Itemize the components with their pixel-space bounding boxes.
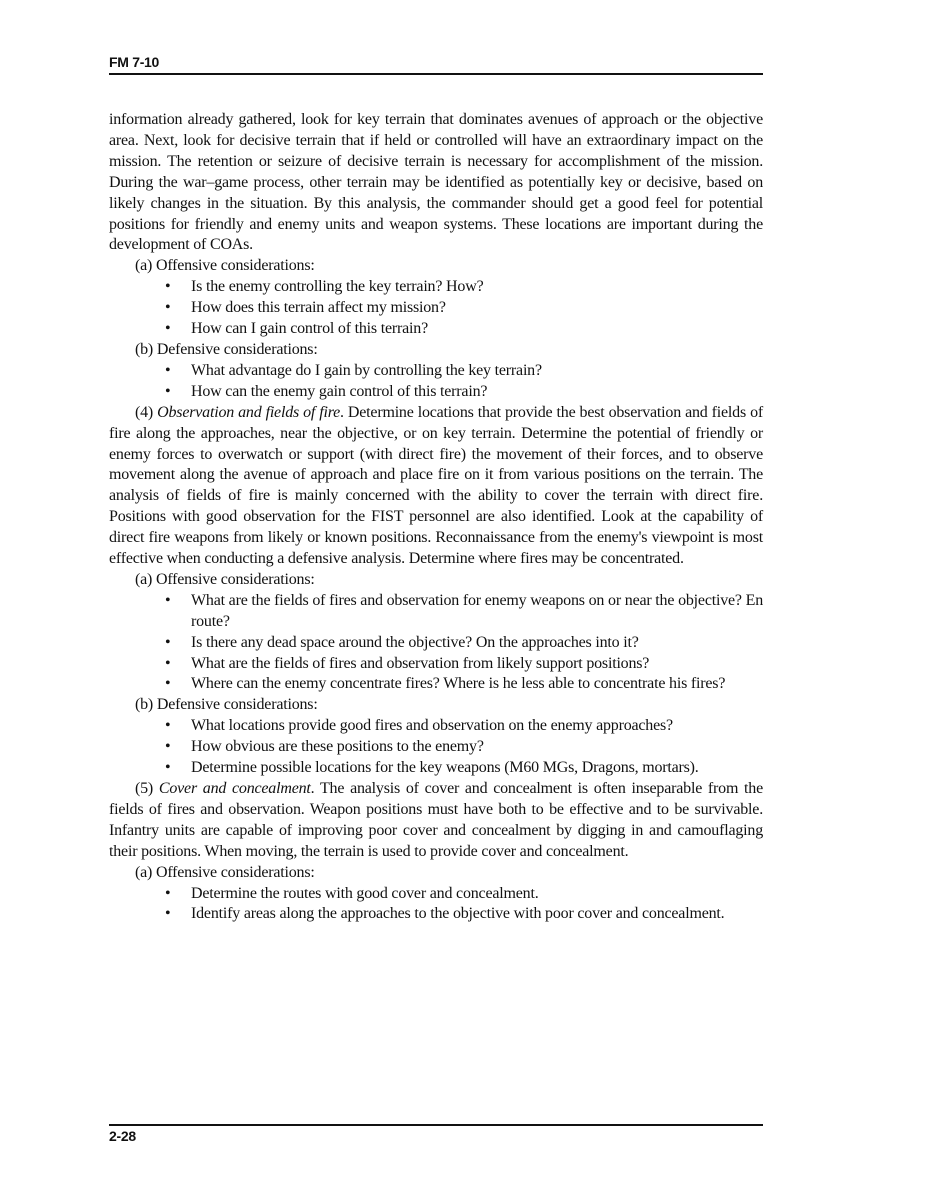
- observation-offensive-label: (a) Offensive considerations:: [135, 570, 315, 588]
- list-item: • How does this terrain affect my mission?: [191, 298, 763, 319]
- key-terrain-defensive-label: (b) Defensive considerations:: [135, 340, 318, 358]
- section-number: (5): [135, 780, 154, 797]
- list-item: • How can the enemy gain control of this terrain?: [191, 382, 763, 403]
- list-item: • What are the fields of fires and observation from likely support positions?: [191, 654, 763, 675]
- list-item: • Is there any dead space around the objective? On the approaches into it?: [191, 633, 763, 654]
- list-item: • Determine the routes with good cover and concealment.: [191, 884, 763, 905]
- cover-offensive-list: [109, 884, 763, 926]
- bullet-icon: •: [165, 299, 171, 317]
- key-terrain-offensive-list: [109, 277, 763, 340]
- running-footer: [109, 1124, 763, 1144]
- list-item: • What are the fields of fires and observation for enemy weapons on or near the objective? En route?: [165, 591, 763, 630]
- bullet-icon: •: [165, 738, 171, 756]
- section-title: Cover and concealment: [158, 780, 311, 797]
- document-id: FM 7-10: [109, 54, 160, 70]
- bullet-icon: •: [165, 759, 171, 777]
- observation-paragraph: (4) Observation and fields of fire. Determine locations that provide the best observation and fields of fire along the approaches, near the objective, or on key terrain. Determine the potential of friendly or enemy forces to overwatch or support (with direct fire) the movement of their forces, and to observe movement along the avenue of approach and place fire on it from various positions on the terrain. The analysis of fields of fire is mainly concerned with the ability to cover the terrain with direct fire. Positions with good observation for the FIST personnel are also identified. Look at the capability of direct fire weapons from likely or known positions. Reconnaissance from the enemy's viewpoint is most effective when conducting a defensive analysis. Determine where fires may be concentrated.: [109, 403, 763, 568]
- page-body: [109, 110, 763, 925]
- observation-defensive-list: [109, 716, 763, 779]
- list-item: • What advantage do I gain by controlling the key terrain?: [191, 361, 763, 382]
- observation-defensive-label: (b) Defensive considerations:: [135, 696, 318, 714]
- list-item: • Where can the enemy concentrate fires? Where is he less able to concentrate his fires?: [191, 674, 763, 695]
- list-item: • What locations provide good fires and observation on the enemy approaches?: [191, 716, 763, 737]
- bullet-icon: •: [165, 717, 171, 735]
- key-terrain-offensive-label: (a) Offensive considerations:: [135, 257, 315, 275]
- intro-paragraph: information already gathered, look for key terrain that dominates avenues of approach or the objective area. Next, look for decisive terrain that if held or controlled will have an extraordinary impact on the mission. The retention or seizure of decisive terrain is necessary for accomplishment of the mission. During the war–game process, other terrain may be identified as potentially key or decisive, based on likely changes in the situation. By this analysis, the commander should get a good feel for potential positions for friendly and enemy units and weapon systems. These locations are important during the development of COAs.: [109, 111, 763, 254]
- bullet-icon: •: [165, 320, 171, 338]
- page-number: 2-28: [109, 1128, 136, 1144]
- section-title: Observation and fields of fire: [157, 403, 341, 421]
- bullet-icon: •: [165, 633, 171, 651]
- cover-offensive-label: (a) Offensive considerations:: [135, 863, 315, 881]
- bullet-icon: •: [165, 591, 171, 609]
- key-terrain-defensive-list: [109, 361, 763, 403]
- list-item: • How can I gain control of this terrain?: [191, 319, 763, 340]
- bullet-icon: •: [165, 675, 171, 693]
- running-header: [109, 54, 763, 75]
- cover-paragraph: (5) Cover and concealment. The analysis of cover and concealment is often inseparable from the fields of fires and observation. Weapon positions must have both to be effective and to be survivable. Infantry units are capable of improving poor cover and concealment by digging in and camouflaging their positions. When moving, the terrain is used to provide cover and concealment.: [109, 780, 763, 860]
- bullet-icon: •: [165, 905, 171, 923]
- bullet-icon: •: [165, 884, 171, 902]
- list-item: • Identify areas along the approaches to the objective with poor cover and concealment.: [191, 904, 763, 925]
- bullet-icon: •: [165, 361, 171, 379]
- list-item: • How obvious are these positions to the enemy?: [191, 737, 763, 758]
- bullet-icon: •: [165, 278, 171, 296]
- list-item: • Determine possible locations for the key weapons (M60 MGs, Dragons, mortars).: [191, 758, 763, 779]
- list-item: • Is the enemy controlling the key terrain? How?: [191, 277, 763, 298]
- section-number: (4): [135, 403, 154, 421]
- bullet-icon: •: [165, 654, 171, 672]
- bullet-icon: •: [165, 382, 171, 400]
- observation-offensive-list: [109, 591, 763, 696]
